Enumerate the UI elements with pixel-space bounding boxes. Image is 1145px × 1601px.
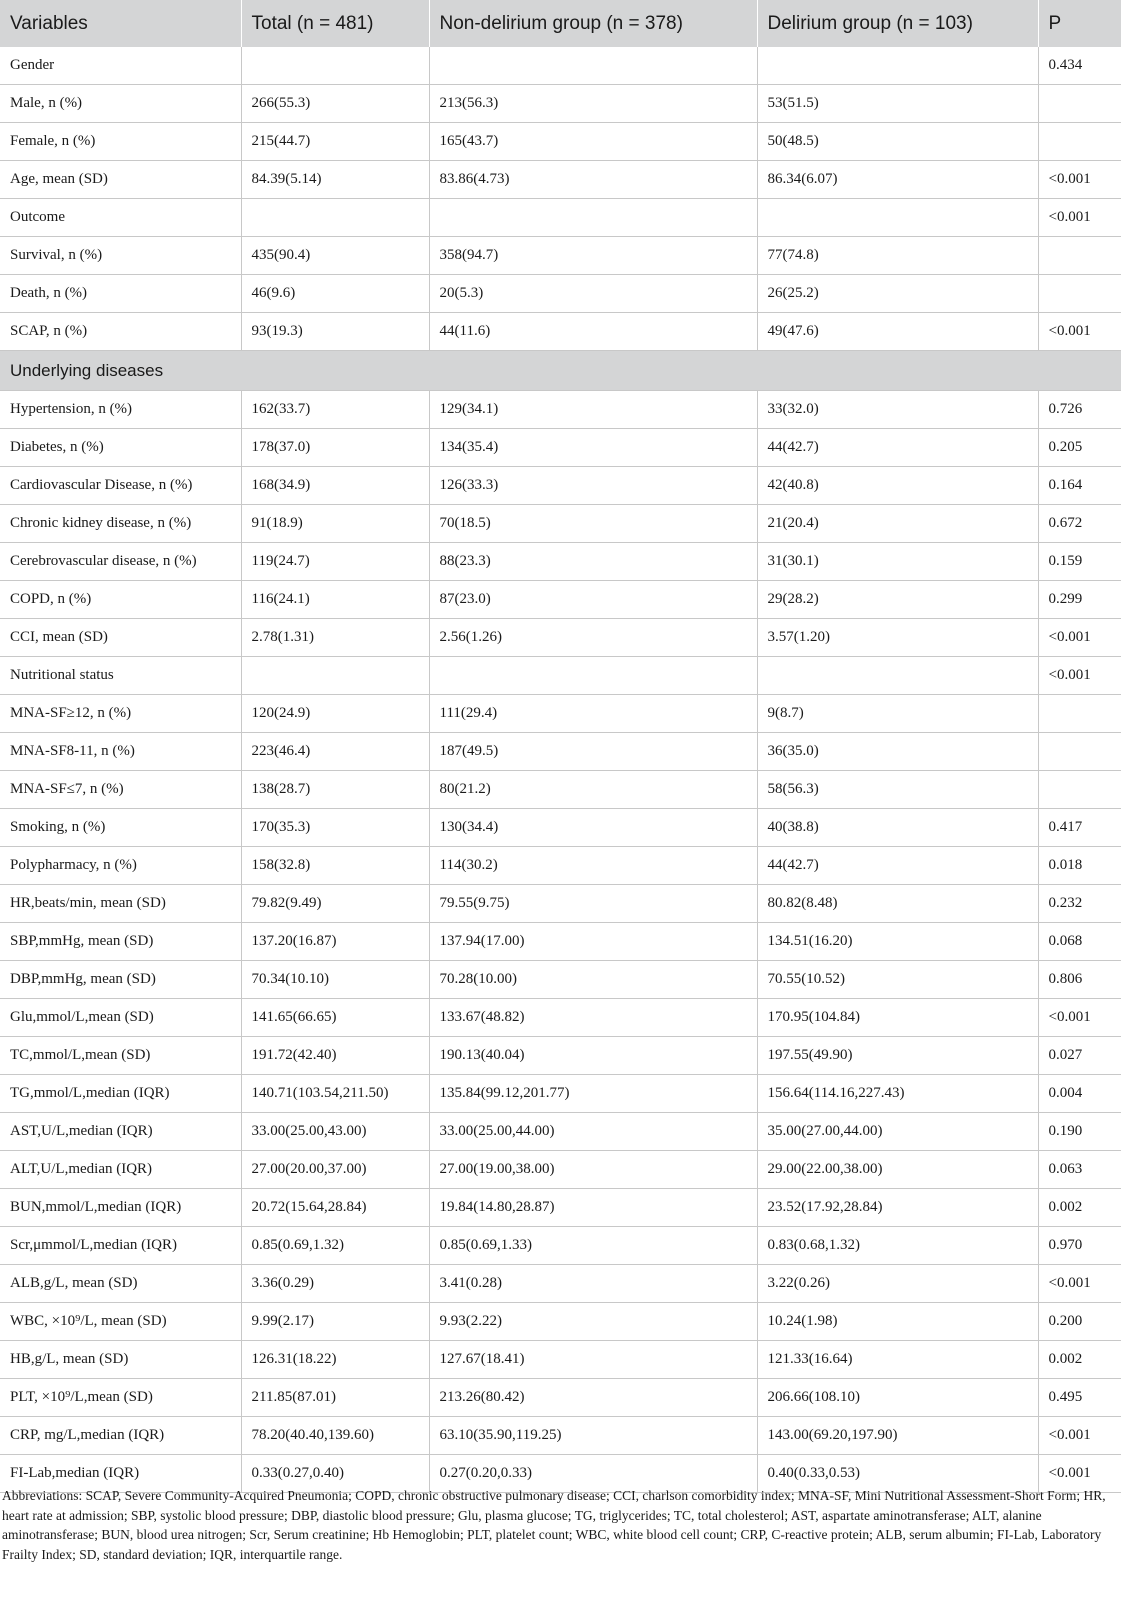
total-cell: 162(33.7) xyxy=(241,391,429,429)
total-cell: 3.36(0.29) xyxy=(241,1265,429,1303)
variable-cell: CCI, mean (SD) xyxy=(0,619,241,657)
p-value-cell xyxy=(1038,275,1121,313)
non-delirium-cell: 126(33.3) xyxy=(429,467,757,505)
delirium-cell xyxy=(757,47,1038,85)
header-non-delirium: Non-delirium group (n = 378) xyxy=(429,0,757,47)
p-value-cell: <0.001 xyxy=(1038,1265,1121,1303)
total-cell: 0.33(0.27,0.40) xyxy=(241,1455,429,1493)
non-delirium-cell: 70(18.5) xyxy=(429,505,757,543)
non-delirium-cell: 3.41(0.28) xyxy=(429,1265,757,1303)
table-row xyxy=(0,695,1121,733)
non-delirium-cell: 80(21.2) xyxy=(429,771,757,809)
variable-cell: AST,U/L,median (IQR) xyxy=(0,1113,241,1151)
total-cell: 91(18.9) xyxy=(241,505,429,543)
variable-cell: Chronic kidney disease, n (%) xyxy=(0,505,241,543)
total-cell: 70.34(10.10) xyxy=(241,961,429,999)
table-row xyxy=(0,923,1121,961)
table-row xyxy=(0,1379,1121,1417)
p-value-cell: <0.001 xyxy=(1038,161,1121,199)
non-delirium-cell: 129(34.1) xyxy=(429,391,757,429)
non-delirium-cell: 213.26(80.42) xyxy=(429,1379,757,1417)
table-row xyxy=(0,467,1121,505)
non-delirium-cell xyxy=(429,657,757,695)
non-delirium-cell: 63.10(35.90,119.25) xyxy=(429,1417,757,1455)
non-delirium-cell: 44(11.6) xyxy=(429,313,757,351)
table-row xyxy=(0,199,1121,237)
p-value-cell: <0.001 xyxy=(1038,313,1121,351)
table-row xyxy=(0,771,1121,809)
total-cell: 211.85(87.01) xyxy=(241,1379,429,1417)
total-cell: 0.85(0.69,1.32) xyxy=(241,1227,429,1265)
non-delirium-cell: 83.86(4.73) xyxy=(429,161,757,199)
table-row xyxy=(0,847,1121,885)
non-delirium-cell xyxy=(429,47,757,85)
table-row xyxy=(0,1303,1121,1341)
variable-cell: Polypharmacy, n (%) xyxy=(0,847,241,885)
variable-cell: DBP,mmHg, mean (SD) xyxy=(0,961,241,999)
table-row xyxy=(0,1341,1121,1379)
non-delirium-cell: 187(49.5) xyxy=(429,733,757,771)
table-header xyxy=(0,0,1121,47)
table-row xyxy=(0,429,1121,467)
total-cell: 78.20(40.40,139.60) xyxy=(241,1417,429,1455)
p-value-cell: 0.018 xyxy=(1038,847,1121,885)
table-row xyxy=(0,85,1121,123)
delirium-cell: 86.34(6.07) xyxy=(757,161,1038,199)
abbreviations-footnote: Abbreviations: SCAP, Severe Community-Acquired Pneumonia; COPD, chronic obstructive pulmonary disease; CCI, charlson comorbidity index; MNA-SF, Mini Nutritional Assessment-Short Form; HR, heart rate at admission; SBP, systolic blood pressure; DBP, diastolic blood pressure; Glu, plasma glucose; TG, triglycerides; TC, total cholesterol; AST, aspartate aminotransferase; ALT, alanine aminotransferase; BUN, blood urea nitrogen; Scr, Serum creatinine; Hb Hemoglobin; PLT, platelet count; WBC, white blood cell count; CRP, C-reactive protein; ALB, serum albumin; FI-Lab, Laboratory Frailty Index; SD, standard deviation; IQR, interquartile range. xyxy=(2,1488,1106,1562)
delirium-cell xyxy=(757,199,1038,237)
table-row xyxy=(0,961,1121,999)
total-cell: 27.00(20.00,37.00) xyxy=(241,1151,429,1189)
variable-cell: CRP, mg/L,median (IQR) xyxy=(0,1417,241,1455)
table-row xyxy=(0,733,1121,771)
delirium-cell: 58(56.3) xyxy=(757,771,1038,809)
total-cell: 120(24.9) xyxy=(241,695,429,733)
variable-cell: MNA-SF≥12, n (%) xyxy=(0,695,241,733)
p-value-cell: <0.001 xyxy=(1038,1455,1121,1493)
p-value-cell: 0.027 xyxy=(1038,1037,1121,1075)
table-row xyxy=(0,1227,1121,1265)
variable-cell: Glu,mmol/L,mean (SD) xyxy=(0,999,241,1037)
non-delirium-cell: 27.00(19.00,38.00) xyxy=(429,1151,757,1189)
variable-cell: Cerebrovascular disease, n (%) xyxy=(0,543,241,581)
p-value-cell: 0.495 xyxy=(1038,1379,1121,1417)
non-delirium-cell: 127.67(18.41) xyxy=(429,1341,757,1379)
variable-cell: ALT,U/L,median (IQR) xyxy=(0,1151,241,1189)
delirium-cell: 50(48.5) xyxy=(757,123,1038,161)
total-cell: 93(19.3) xyxy=(241,313,429,351)
non-delirium-cell: 20(5.3) xyxy=(429,275,757,313)
delirium-cell: 44(42.7) xyxy=(757,847,1038,885)
delirium-cell: 21(20.4) xyxy=(757,505,1038,543)
p-value-cell: 0.063 xyxy=(1038,1151,1121,1189)
header-total: Total (n = 481) xyxy=(241,0,429,47)
p-value-cell: 0.068 xyxy=(1038,923,1121,961)
total-cell: 215(44.7) xyxy=(241,123,429,161)
table-row xyxy=(0,1151,1121,1189)
delirium-cell: 40(38.8) xyxy=(757,809,1038,847)
variable-cell: SBP,mmHg, mean (SD) xyxy=(0,923,241,961)
p-value-cell: 0.806 xyxy=(1038,961,1121,999)
total-cell: 223(46.4) xyxy=(241,733,429,771)
non-delirium-cell: 70.28(10.00) xyxy=(429,961,757,999)
section-underlying-diseases xyxy=(0,351,1121,391)
table-row xyxy=(0,275,1121,313)
table-row xyxy=(0,999,1121,1037)
variable-cell: Survival, n (%) xyxy=(0,237,241,275)
p-value-cell: <0.001 xyxy=(1038,999,1121,1037)
section-row xyxy=(0,351,1121,391)
table-row xyxy=(0,123,1121,161)
variable-cell: Diabetes, n (%) xyxy=(0,429,241,467)
delirium-cell: 33(32.0) xyxy=(757,391,1038,429)
delirium-cell: 29(28.2) xyxy=(757,581,1038,619)
p-value-cell: 0.434 xyxy=(1038,47,1121,85)
p-value-cell xyxy=(1038,85,1121,123)
non-delirium-cell: 134(35.4) xyxy=(429,429,757,467)
variable-cell: Cardiovascular Disease, n (%) xyxy=(0,467,241,505)
variable-cell: WBC, ×10⁹/L, mean (SD) xyxy=(0,1303,241,1341)
total-cell: 141.65(66.65) xyxy=(241,999,429,1037)
total-cell: 33.00(25.00,43.00) xyxy=(241,1113,429,1151)
non-delirium-cell: 111(29.4) xyxy=(429,695,757,733)
table-row xyxy=(0,313,1121,351)
delirium-cell: 36(35.0) xyxy=(757,733,1038,771)
non-delirium-cell: 2.56(1.26) xyxy=(429,619,757,657)
non-delirium-cell: 0.85(0.69,1.33) xyxy=(429,1227,757,1265)
delirium-cell: 26(25.2) xyxy=(757,275,1038,313)
total-cell xyxy=(241,657,429,695)
delirium-cell: 42(40.8) xyxy=(757,467,1038,505)
non-delirium-cell: 79.55(9.75) xyxy=(429,885,757,923)
p-value-cell: <0.001 xyxy=(1038,1417,1121,1455)
delirium-cell: 206.66(108.10) xyxy=(757,1379,1038,1417)
variable-cell: TG,mmol/L,median (IQR) xyxy=(0,1075,241,1113)
variable-cell: TC,mmol/L,mean (SD) xyxy=(0,1037,241,1075)
table-row xyxy=(0,1189,1121,1227)
variable-cell: Outcome xyxy=(0,199,241,237)
p-value-cell xyxy=(1038,237,1121,275)
non-delirium-cell: 213(56.3) xyxy=(429,85,757,123)
total-cell: 435(90.4) xyxy=(241,237,429,275)
delirium-cell: 29.00(22.00,38.00) xyxy=(757,1151,1038,1189)
non-delirium-cell: 19.84(14.80,28.87) xyxy=(429,1189,757,1227)
non-delirium-cell: 87(23.0) xyxy=(429,581,757,619)
table-row xyxy=(0,619,1121,657)
variable-cell: MNA-SF8-11, n (%) xyxy=(0,733,241,771)
p-value-cell xyxy=(1038,123,1121,161)
variable-cell: HB,g/L, mean (SD) xyxy=(0,1341,241,1379)
non-delirium-cell: 135.84(99.12,201.77) xyxy=(429,1075,757,1113)
variable-cell: Age, mean (SD) xyxy=(0,161,241,199)
total-cell: 9.99(2.17) xyxy=(241,1303,429,1341)
table-body-general xyxy=(0,47,1121,351)
non-delirium-cell: 137.94(17.00) xyxy=(429,923,757,961)
delirium-cell: 31(30.1) xyxy=(757,543,1038,581)
table-row xyxy=(0,237,1121,275)
variable-cell: Female, n (%) xyxy=(0,123,241,161)
delirium-cell: 156.64(114.16,227.43) xyxy=(757,1075,1038,1113)
p-value-cell: 0.672 xyxy=(1038,505,1121,543)
delirium-cell: 121.33(16.64) xyxy=(757,1341,1038,1379)
non-delirium-cell xyxy=(429,199,757,237)
p-value-cell: <0.001 xyxy=(1038,657,1121,695)
variable-cell: ALB,g/L, mean (SD) xyxy=(0,1265,241,1303)
total-cell: 2.78(1.31) xyxy=(241,619,429,657)
variable-cell: Gender xyxy=(0,47,241,85)
variable-cell: SCAP, n (%) xyxy=(0,313,241,351)
non-delirium-cell: 190.13(40.04) xyxy=(429,1037,757,1075)
non-delirium-cell: 358(94.7) xyxy=(429,237,757,275)
delirium-cell: 44(42.7) xyxy=(757,429,1038,467)
total-cell: 266(55.3) xyxy=(241,85,429,123)
p-value-cell: <0.001 xyxy=(1038,619,1121,657)
delirium-cell: 134.51(16.20) xyxy=(757,923,1038,961)
p-value-cell: 0.190 xyxy=(1038,1113,1121,1151)
table-row xyxy=(0,391,1121,429)
delirium-cell: 197.55(49.90) xyxy=(757,1037,1038,1075)
table-row xyxy=(0,885,1121,923)
non-delirium-cell: 33.00(25.00,44.00) xyxy=(429,1113,757,1151)
total-cell: 126.31(18.22) xyxy=(241,1341,429,1379)
table-row xyxy=(0,543,1121,581)
total-cell: 170(35.3) xyxy=(241,809,429,847)
p-value-cell xyxy=(1038,771,1121,809)
total-cell: 20.72(15.64,28.84) xyxy=(241,1189,429,1227)
non-delirium-cell: 88(23.3) xyxy=(429,543,757,581)
total-cell: 116(24.1) xyxy=(241,581,429,619)
table-row xyxy=(0,581,1121,619)
variable-cell: Male, n (%) xyxy=(0,85,241,123)
delirium-cell: 23.52(17.92,28.84) xyxy=(757,1189,1038,1227)
p-value-cell: 0.002 xyxy=(1038,1341,1121,1379)
p-value-cell xyxy=(1038,733,1121,771)
table-row xyxy=(0,47,1121,85)
variable-cell: FI-Lab,median (IQR) xyxy=(0,1455,241,1493)
table-row xyxy=(0,1075,1121,1113)
header-variables: Variables xyxy=(0,0,241,47)
table-row xyxy=(0,1037,1121,1075)
total-cell: 178(37.0) xyxy=(241,429,429,467)
table-body-underlying xyxy=(0,391,1121,1493)
delirium-cell: 0.83(0.68,1.32) xyxy=(757,1227,1038,1265)
total-cell: 140.71(103.54,211.50) xyxy=(241,1075,429,1113)
table-row xyxy=(0,1417,1121,1455)
p-value-cell: 0.205 xyxy=(1038,429,1121,467)
delirium-cell: 0.40(0.33,0.53) xyxy=(757,1455,1038,1493)
header-delirium: Delirium group (n = 103) xyxy=(757,0,1038,47)
variable-cell: Death, n (%) xyxy=(0,275,241,313)
total-cell: 191.72(42.40) xyxy=(241,1037,429,1075)
non-delirium-cell: 114(30.2) xyxy=(429,847,757,885)
total-cell: 137.20(16.87) xyxy=(241,923,429,961)
p-value-cell: 0.970 xyxy=(1038,1227,1121,1265)
non-delirium-cell: 133.67(48.82) xyxy=(429,999,757,1037)
p-value-cell: 0.232 xyxy=(1038,885,1121,923)
delirium-cell: 35.00(27.00,44.00) xyxy=(757,1113,1038,1151)
delirium-cell: 3.57(1.20) xyxy=(757,619,1038,657)
delirium-cell: 49(47.6) xyxy=(757,313,1038,351)
delirium-cell: 53(51.5) xyxy=(757,85,1038,123)
delirium-cell: 170.95(104.84) xyxy=(757,999,1038,1037)
non-delirium-cell: 165(43.7) xyxy=(429,123,757,161)
header-p: P xyxy=(1038,0,1121,47)
variable-cell: HR,beats/min, mean (SD) xyxy=(0,885,241,923)
p-value-cell: 0.159 xyxy=(1038,543,1121,581)
variable-cell: BUN,mmol/L,median (IQR) xyxy=(0,1189,241,1227)
variable-cell: Nutritional status xyxy=(0,657,241,695)
p-value-cell: 0.164 xyxy=(1038,467,1121,505)
table-row xyxy=(0,657,1121,695)
delirium-cell: 10.24(1.98) xyxy=(757,1303,1038,1341)
total-cell: 46(9.6) xyxy=(241,275,429,313)
total-cell: 168(34.9) xyxy=(241,467,429,505)
delirium-cell: 3.22(0.26) xyxy=(757,1265,1038,1303)
total-cell: 119(24.7) xyxy=(241,543,429,581)
p-value-cell: 0.726 xyxy=(1038,391,1121,429)
p-value-cell: 0.299 xyxy=(1038,581,1121,619)
p-value-cell: 0.417 xyxy=(1038,809,1121,847)
total-cell xyxy=(241,47,429,85)
delirium-cell: 70.55(10.52) xyxy=(757,961,1038,999)
total-cell xyxy=(241,199,429,237)
variable-cell: COPD, n (%) xyxy=(0,581,241,619)
non-delirium-cell: 130(34.4) xyxy=(429,809,757,847)
delirium-cell: 143.00(69.20,197.90) xyxy=(757,1417,1038,1455)
table-row xyxy=(0,161,1121,199)
delirium-cell: 9(8.7) xyxy=(757,695,1038,733)
delirium-cell xyxy=(757,657,1038,695)
table-row xyxy=(0,1265,1121,1303)
variable-cell: MNA-SF≤7, n (%) xyxy=(0,771,241,809)
p-value-cell: 0.002 xyxy=(1038,1189,1121,1227)
total-cell: 79.82(9.49) xyxy=(241,885,429,923)
p-value-cell: 0.200 xyxy=(1038,1303,1121,1341)
total-cell: 158(32.8) xyxy=(241,847,429,885)
header-row xyxy=(0,0,1121,47)
table-row xyxy=(0,1113,1121,1151)
variable-cell: Smoking, n (%) xyxy=(0,809,241,847)
total-cell: 84.39(5.14) xyxy=(241,161,429,199)
variable-cell: Scr,μmmol/L,median (IQR) xyxy=(0,1227,241,1265)
p-value-cell: 0.004 xyxy=(1038,1075,1121,1113)
non-delirium-cell: 0.27(0.20,0.33) xyxy=(429,1455,757,1493)
delirium-cell: 80.82(8.48) xyxy=(757,885,1038,923)
p-value-cell xyxy=(1038,695,1121,733)
variable-cell: PLT, ×10⁹/L,mean (SD) xyxy=(0,1379,241,1417)
p-value-cell: <0.001 xyxy=(1038,199,1121,237)
delirium-cell: 77(74.8) xyxy=(757,237,1038,275)
non-delirium-cell: 9.93(2.22) xyxy=(429,1303,757,1341)
section-label: Underlying diseases xyxy=(0,351,1121,391)
table-row xyxy=(0,505,1121,543)
variable-cell: Hypertension, n (%) xyxy=(0,391,241,429)
total-cell: 138(28.7) xyxy=(241,771,429,809)
table-row xyxy=(0,809,1121,847)
